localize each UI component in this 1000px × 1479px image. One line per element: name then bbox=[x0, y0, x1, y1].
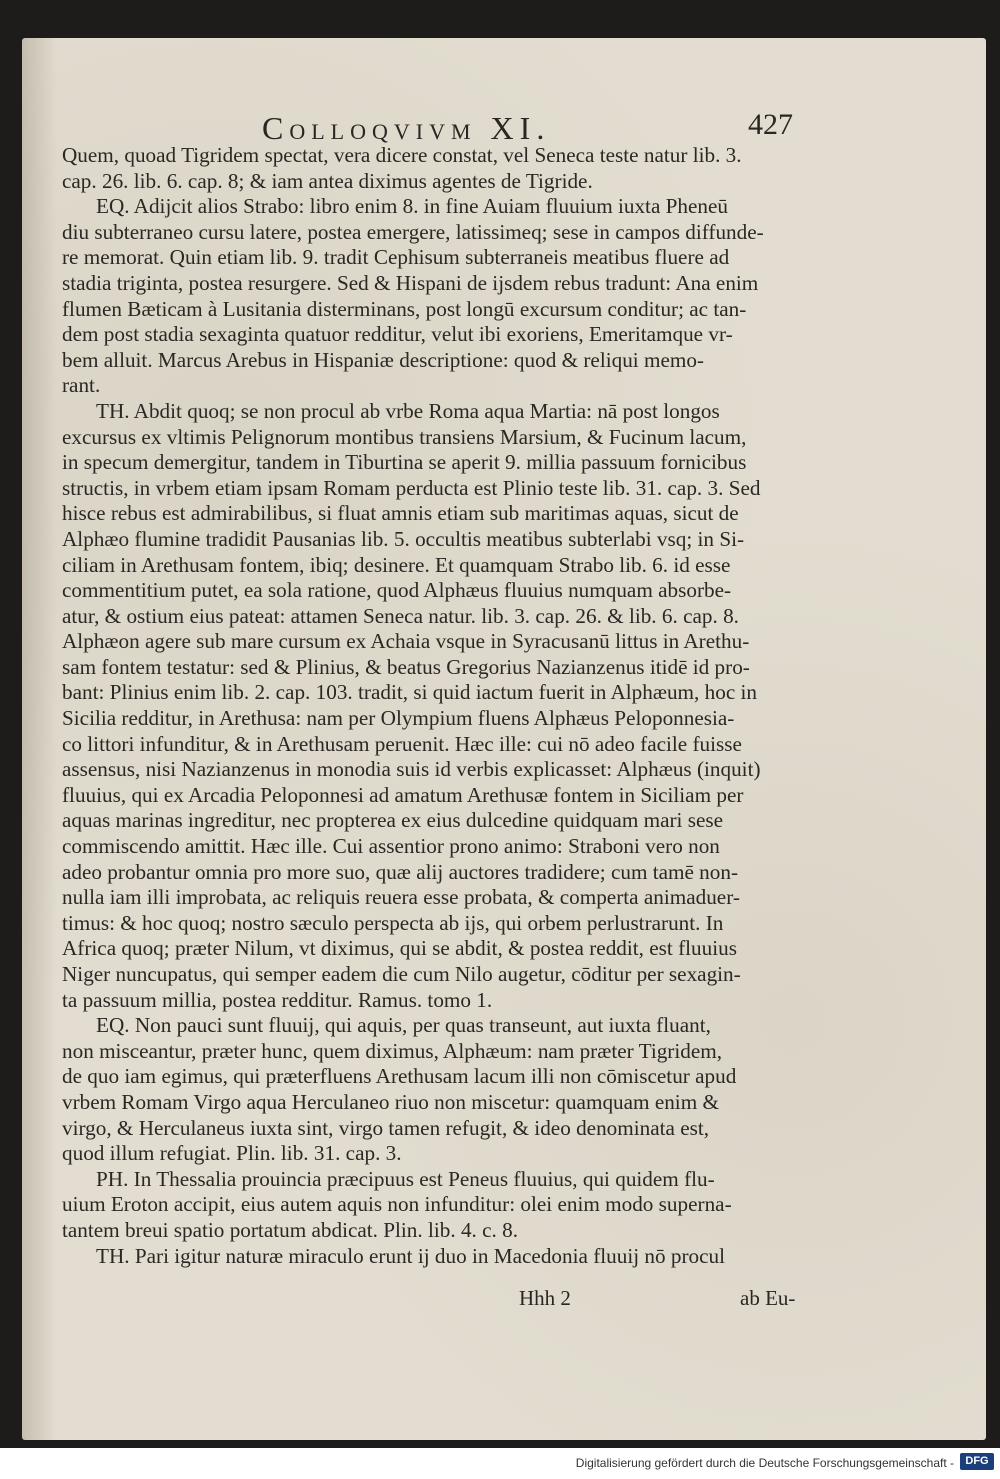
paragraph bbox=[62, 1013, 822, 1167]
text-line: structis, in vrbem etiam ipsam Romam perducta est Plinio teste lib. 31. cap. 3. Sed bbox=[62, 475, 761, 500]
dfg-credit-text: Digitalisierung gefördert durch die Deutsche Forschungsgemeinschaft - bbox=[575, 1456, 954, 1470]
text-line: TH. Pari igitur naturæ miraculo erunt ij duo in Macedonia fluuij nō procul bbox=[96, 1243, 726, 1268]
credit-bar bbox=[0, 1448, 1000, 1479]
paragraph bbox=[62, 143, 822, 194]
page-number: 427 bbox=[748, 108, 793, 141]
text-line: flumen Bæticam à Lusitania disterminans, post longū excursum conditur; ac tan- bbox=[62, 296, 747, 321]
text-line: timus: & hoc quoq; nostro sæculo perspecta ab ijs, qui orbem perlustrarunt. In bbox=[62, 910, 724, 935]
paragraph bbox=[62, 1167, 822, 1244]
body-text bbox=[62, 143, 822, 1269]
text-line: sam fontem testatur: sed & Plinius, & beatus Gregorius Nazianzenus itidē id pro- bbox=[62, 654, 750, 679]
text-line: cap. 26. lib. 6. cap. 8; & iam antea diximus agentes de Tigride. bbox=[62, 168, 593, 193]
text-line: Africa quoq; præter Nilum, vt diximus, qui se abdit, & postea reddit, est fluuius bbox=[62, 936, 737, 961]
text-line: commiscendo amittit. Hæc ille. Cui assentior prono animo: Straboni vero non bbox=[62, 834, 720, 859]
text-line: diu subterraneo cursu latere, postea emergere, latissimeq; sese in campos diffunde- bbox=[62, 219, 764, 244]
text-line: stadia triginta, postea resurgere. Sed & Hispani de ijsdem rebus tradunt: Ana enim bbox=[62, 270, 759, 295]
text-line: nulla iam illi improbata, ac reliquis reuera esse probata, & comperta animaduer- bbox=[62, 885, 740, 910]
text-line: bant: Plinius enim lib. 2. cap. 103. tradit, si quid iactum fuerit in Alphæum, hoc in bbox=[62, 680, 757, 705]
text-line: non misceantur, præter hunc, quem diximus, Alphæum: nam præter Tigridem, bbox=[62, 1038, 723, 1063]
text-line: tantem breui spatio portatum abdicat. Plin. lib. 4. c. 8. bbox=[62, 1217, 519, 1242]
text-line: ciliam in Arethusam fontem, ibiq; desinere. Et quamquam Strabo lib. 6. id esse bbox=[62, 552, 731, 577]
text-line: dem post stadia sexaginta quatuor redditur, velut ibi exoriens, Emeritamque vr- bbox=[62, 322, 733, 347]
text-line: aquas marinas ingreditur, nec propterea ex eius dulcedine quidquam mari sese bbox=[62, 808, 724, 833]
text-line: commentitium putet, ea sola ratione, quod Alphæus fluuius numquam absorbe- bbox=[62, 578, 732, 603]
paragraph bbox=[62, 1244, 822, 1270]
text-line: fluuius, qui ex Arcadia Peloponnesi ad amatum Arethusæ fontem in Siciliam per bbox=[62, 782, 744, 807]
text-line: Alphæon agere sub mare cursum ex Achaia vsque in Syracusanū littus in Arethu- bbox=[62, 629, 750, 654]
text-line: assensus, nisi Nazianzenus in monodia suis id verbis explicasset: Alphæus (inquit) bbox=[62, 757, 761, 782]
catchword: ab Eu- bbox=[740, 1286, 796, 1310]
text-line: rant. bbox=[62, 373, 101, 398]
text-line: de quo iam egimus, qui præterfluens Arethusam lacum illi non cōmiscetur apud bbox=[62, 1064, 737, 1089]
text-line: quod illum refugiat. Plin. lib. 31. cap. 3. bbox=[62, 1141, 402, 1166]
paragraph bbox=[62, 194, 822, 399]
signature-mark: Hhh 2 bbox=[519, 1286, 571, 1310]
text-line: atur, & ostium eius pateat: attamen Seneca natur. lib. 3. cap. 26. & lib. 6. cap. 8. bbox=[62, 603, 739, 628]
text-line: re memorat. Quin etiam lib. 9. tradit Cephisum subterraneis meatibus fluere ad bbox=[62, 245, 730, 270]
text-line: EQ. Non pauci sunt fluuij, qui aquis, per quas transeunt, aut iuxta fluant, bbox=[96, 1013, 711, 1038]
text-line: in specum demergitur, tandem in Tiburtina se aperit 9. millia passuum fornicibus bbox=[62, 450, 747, 475]
text-line: ta passuum millia, postea redditur. Ramus. tomo 1. bbox=[62, 987, 493, 1012]
text-line: excursus ex vltimis Pelignorum montibus transiens Marsium, & Fucinum lacum, bbox=[62, 424, 747, 449]
text-line: Niger nuncupatus, qui semper eadem die cum Nilo augetur, cōditur per sexagin- bbox=[62, 962, 741, 986]
text-line: Sicilia redditur, in Arethusa: nam per Olympium fluens Alphæus Peloponnesia- bbox=[62, 706, 735, 731]
text-line: EQ. Adijcit alios Strabo: libro enim 8. in fine Auiam fluuium iuxta Pheneū bbox=[96, 194, 729, 219]
running-head: Colloqvivm XI. bbox=[262, 110, 551, 146]
text-line: virgo, & Herculaneus iuxta sint, virgo tamen refugit, & ideo denominata est, bbox=[62, 1115, 710, 1140]
text-line: PH. In Thessalia prouincia præcipuus est Peneus fluuius, qui quidem flu- bbox=[96, 1166, 715, 1191]
text-line: Quem, quoad Tigridem spectat, vera dicere constat, vel Seneca teste natur lib. 3. bbox=[62, 143, 742, 167]
page-footer bbox=[22, 1286, 986, 1326]
text-line: adeo probantur omnia pro more suo, quæ alij auctores tradidere; cum tamē non- bbox=[62, 859, 739, 884]
dfg-logo: DFG bbox=[960, 1453, 994, 1470]
text-line: Alphæo flumine tradidit Pausanias lib. 5. occultis meatibus subterlabi vsq; in Si- bbox=[62, 526, 745, 551]
text-line: co littori infunditur, & in Arethusam peruenit. Hæc ille: cui nō adeo facile fuisse bbox=[62, 731, 742, 756]
book-page bbox=[22, 38, 986, 1440]
text-line: TH. Abdit quoq; se non procul ab vrbe Roma aqua Martia: nā post longos bbox=[96, 398, 720, 423]
text-line: vrbem Romam Virgo aqua Herculaneo riuo non miscetur: quamquam enim & bbox=[62, 1089, 719, 1114]
text-line: hisce rebus est admirabilibus, si fluat amnis etiam sub maritimas aquas, sicut de bbox=[62, 501, 739, 526]
text-line: uium Eroton accipit, eius autem aquis non infunditur: olei enim modo superna- bbox=[62, 1192, 732, 1217]
text-line: bem alluit. Marcus Arebus in Hispaniæ descriptione: quod & reliqui memo- bbox=[62, 347, 704, 372]
paragraph bbox=[62, 399, 822, 1013]
